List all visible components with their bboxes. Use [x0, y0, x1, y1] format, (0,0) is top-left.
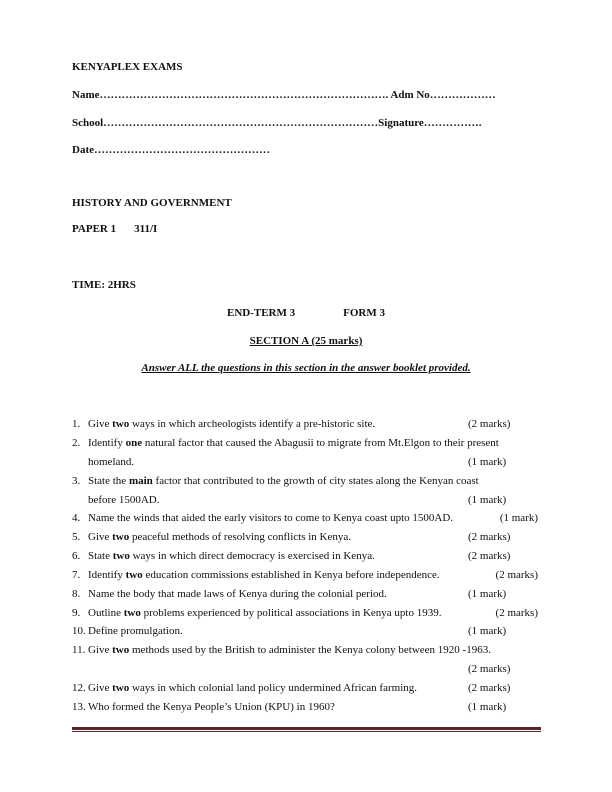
- q-bold: two: [112, 531, 130, 543]
- q-marks: (2 marks): [495, 569, 538, 581]
- q-marks: (2 marks): [468, 418, 511, 430]
- org-title: KENYAPLEX EXAMS: [72, 61, 183, 73]
- question-3-cont: [72, 494, 542, 507]
- q-number: 8.: [72, 588, 81, 600]
- q-marks: (1 mark): [468, 701, 507, 713]
- question-4: [72, 512, 542, 525]
- q-number: 13.: [72, 701, 86, 713]
- q-marks: (2 marks): [468, 531, 511, 543]
- q-text: before 1500AD.: [88, 494, 160, 506]
- q-marks: (2 marks): [495, 607, 538, 619]
- question-8: [72, 588, 542, 601]
- q-marks: (1 mark): [468, 625, 507, 637]
- q-bold: two: [112, 418, 130, 430]
- q-text: Give: [88, 531, 113, 543]
- question-2: [72, 437, 542, 450]
- q-marks: (1 mark): [499, 512, 538, 524]
- q-bold: one: [125, 437, 143, 449]
- instruction: Answer ALL the questions in this section in the answer booklet provided.: [141, 362, 471, 374]
- q-text: ways in which archeologists identify a pre-historic site.: [129, 418, 376, 430]
- q-marks: (2 marks): [468, 682, 511, 694]
- q-text: Outline: [88, 607, 124, 619]
- form-label: FORM 3: [343, 307, 385, 319]
- paper-line: [72, 223, 157, 236]
- question-10: [72, 625, 542, 638]
- q-bold: two: [112, 682, 130, 694]
- q-text: ways in which colonial land policy undermined African farming.: [129, 682, 418, 694]
- school-signature-line: School…………………………………………………………………Signature…………….: [72, 117, 482, 129]
- question-3: [72, 475, 542, 488]
- footer-rule-thin: [72, 731, 541, 732]
- q-text: methods used by the British to administer the Kenya colony between 1920 -1963.: [129, 644, 491, 656]
- q-number: 1.: [72, 418, 81, 430]
- time-line: TIME: 2HRS: [72, 279, 136, 291]
- q-text: Identify: [88, 569, 126, 581]
- q-number: 6.: [72, 550, 81, 562]
- question-13: [72, 701, 542, 714]
- question-1: [72, 418, 542, 431]
- q-bold: two: [112, 550, 130, 562]
- q-text: Name the winds that aided the early visitors to come to Kenya coast upto 1500AD.: [88, 512, 454, 524]
- q-marks: (1 mark): [468, 494, 507, 506]
- term-form-line: [0, 307, 612, 320]
- q-text: Give: [88, 644, 113, 656]
- question-9: [72, 607, 542, 620]
- q-text: peaceful methods of resolving conflicts in Kenya.: [129, 531, 352, 543]
- q-text: homeland.: [88, 456, 135, 468]
- q-marks: (1 mark): [468, 588, 507, 600]
- q-bold: two: [112, 644, 130, 656]
- q-number: 7.: [72, 569, 81, 581]
- subject-title: HISTORY AND GOVERNMENT: [72, 197, 232, 209]
- section-title: SECTION A (25 marks): [249, 335, 363, 347]
- q-text: Give: [88, 418, 113, 430]
- paper-code: 311/I: [134, 223, 158, 235]
- q-text: State: [88, 550, 113, 562]
- term-label: END-TERM 3: [227, 307, 296, 319]
- question-12: [72, 682, 542, 695]
- q-number: 10.: [72, 625, 86, 637]
- q-bold: two: [125, 569, 143, 581]
- date-line: Date…………………………………………: [72, 144, 270, 156]
- q-text: factor that contributed to the growth of city states along the Kenyan coast: [152, 475, 479, 487]
- q-number: 11.: [72, 644, 86, 656]
- q-text: education commissions established in Kenya before independence.: [142, 569, 440, 581]
- q-text: Define promulgation.: [88, 625, 183, 637]
- q-text: Who formed the Kenya People’s Union (KPU) in 1960?: [88, 701, 335, 713]
- name-adm-line: Name……………………………………………………………………. Adm No………………: [72, 89, 496, 101]
- question-6: [72, 550, 542, 563]
- q-text: Name the body that made laws of Kenya during the colonial period.: [88, 588, 387, 600]
- question-2-cont: [72, 456, 542, 469]
- q-number: 4.: [72, 512, 81, 524]
- question-5: [72, 531, 542, 544]
- q-text: ways in which direct democracy is exercised in Kenya.: [129, 550, 375, 562]
- q-marks: (2 marks): [468, 663, 511, 675]
- q-marks: (2 marks): [468, 550, 511, 562]
- q-text: State the: [88, 475, 129, 487]
- q-number: 2.: [72, 437, 81, 449]
- q-text: Identify: [88, 437, 126, 449]
- q-marks: (1 mark): [468, 456, 507, 468]
- q-number: 3.: [72, 475, 81, 487]
- q-number: 9.: [72, 607, 81, 619]
- q-text: problems experienced by political associations in Kenya upto 1939.: [140, 607, 442, 619]
- q-text: Give: [88, 682, 113, 694]
- footer-rule-thick: [72, 727, 541, 730]
- q-number: 5.: [72, 531, 81, 543]
- question-7: [72, 569, 542, 582]
- question-11: [72, 644, 542, 657]
- q-bold: main: [128, 475, 153, 487]
- q-number: 12.: [72, 682, 86, 694]
- q-text: natural factor that caused the Abagusii to migrate from Mt.Elgon to their present: [142, 437, 499, 449]
- q-bold: two: [123, 607, 141, 619]
- paper-label: PAPER 1: [72, 223, 117, 235]
